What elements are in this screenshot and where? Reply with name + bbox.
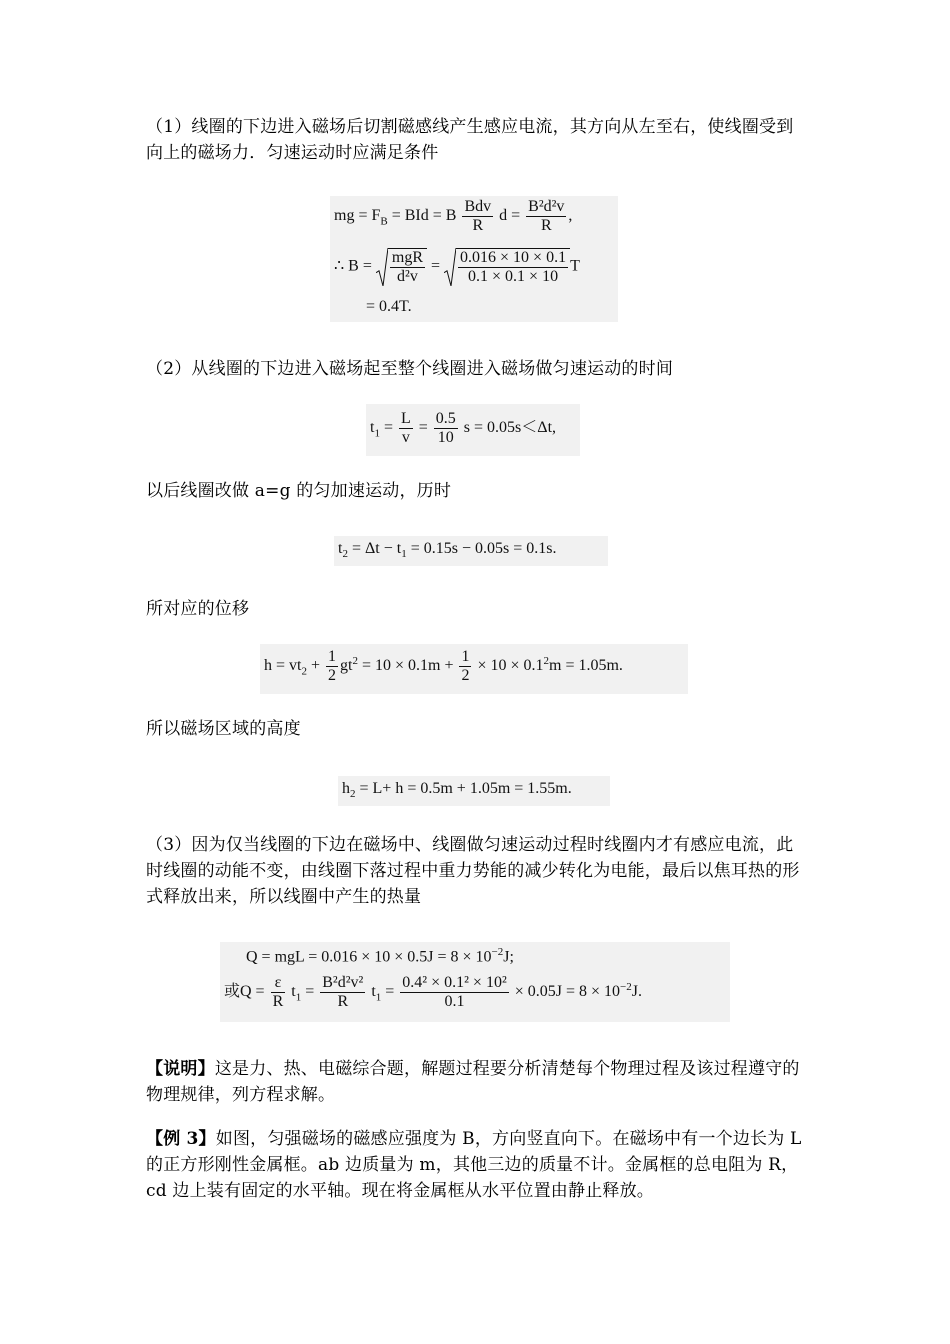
equation-line: 或Q = $\frac{\varepsilon}{R}$ $t_1$ = $\frac{\text{B²d²v²}}{R}$ $t_1$ = $\frac{\text{0.4² × 0.1² × 10²}}{0.1}$ × $0.05J = 8 \times 10^{-2}J$. xyxy=(224,974,642,1010)
equation-line: ∴ B = $\frac{\text{mgR}}{\text{d²v}}$ = $\frac{0.016 \times 10 \times 0.1}{0.1 \times 0.1 \times 10}$ T xyxy=(334,249,580,285)
sqrt-symbol: $\frac{0.016 \times 10 \times 0.1}{0.1 \times 0.1 \times 10}$ xyxy=(444,248,570,286)
equation-line: $t_1$ = $\frac{L}{v}$ = $\frac{0.5}{10}$ s = 0.05s＜Δt, xyxy=(370,410,557,446)
paragraph-5: 所以磁场区域的高度 xyxy=(146,719,301,739)
example-text: 如图，匀强磁场的磁感应强度为 B，方向竖直向下。在磁场中有一个边长为 L 的正方形刚性金属框。ab 边质量为 m，其他三边的质量不计。金属框的总电阻为 R，cd 边上装有固定的水平轴。现在将金属框从水平位置由静止释放。 xyxy=(146,1129,802,1201)
sqrt-symbol: $\frac{\text{mgR}}{\text{d²v}}$ xyxy=(376,248,427,286)
example-paragraph xyxy=(146,1126,806,1204)
equation-image-6 xyxy=(220,942,730,1022)
paragraph-2: （2）从线圈的下边进入磁场起至整个线圈进入磁场做匀速运动的时间 xyxy=(146,359,674,379)
equation-line: Q = mgL = $0.016 \times 10 \times 0.5J = 8 \times 10^{-2}J$; xyxy=(246,946,514,966)
equation-line: = 0.4T. xyxy=(366,298,412,315)
equation-line: mg = $F_B$ = BId = B $\frac{\text{Bdv}}{R}$ d = $\frac{\text{B²d²v}}{R}$ , xyxy=(334,198,573,234)
note-text: 这是力、热、电磁综合题，解题过程要分析清楚每个物理过程及该过程遵守的物理规律，列方程求解。 xyxy=(146,1059,800,1105)
note-paragraph xyxy=(146,1056,806,1108)
paragraph-3: 以后线圈改做 a=g 的匀加速运动，历时 xyxy=(146,481,452,501)
paragraph-1: （1）线圈的下边进入磁场后切割磁感线产生感应电流，其方向从左至右，使线圈受到向上的磁场力．匀速运动时应满足条件 xyxy=(146,117,794,163)
equation-image-1 xyxy=(330,196,618,322)
equation-image-4 xyxy=(260,644,688,694)
example-tag: 【例 3】 xyxy=(146,1129,216,1149)
equation-image-3 xyxy=(334,536,608,566)
paragraph-6: （3）因为仅当线圈的下边在磁场中、线圈做匀速运动过程时线圈内才有感应电流，此时线圈的动能不变，由线圈下落过程中重力势能的减少转化为电能，最后以焦耳热的形式释放出来，所以线圈中产生的热量 xyxy=(146,835,800,907)
equation-line: $t_2 = \Delta t - t_1 = 0.15s - 0.05s = 0.1s$. xyxy=(338,540,557,561)
equation-image-2 xyxy=(366,404,580,456)
note-tag: 【说明】 xyxy=(146,1059,215,1079)
paragraph-4: 所对应的位移 xyxy=(146,599,250,619)
equation-line: $h_2 = L+ h = 0.5m + 1.05m = 1.55m$. xyxy=(342,780,572,801)
equation-image-5 xyxy=(338,776,610,806)
equation-line: $h = vt_2$ + $\frac{1}{2}$ $gt^2 = 10 \times 0.1m$ + $\frac{1}{2}$ × $10 \times 0.1^2m = 1.05m$. xyxy=(264,648,623,684)
